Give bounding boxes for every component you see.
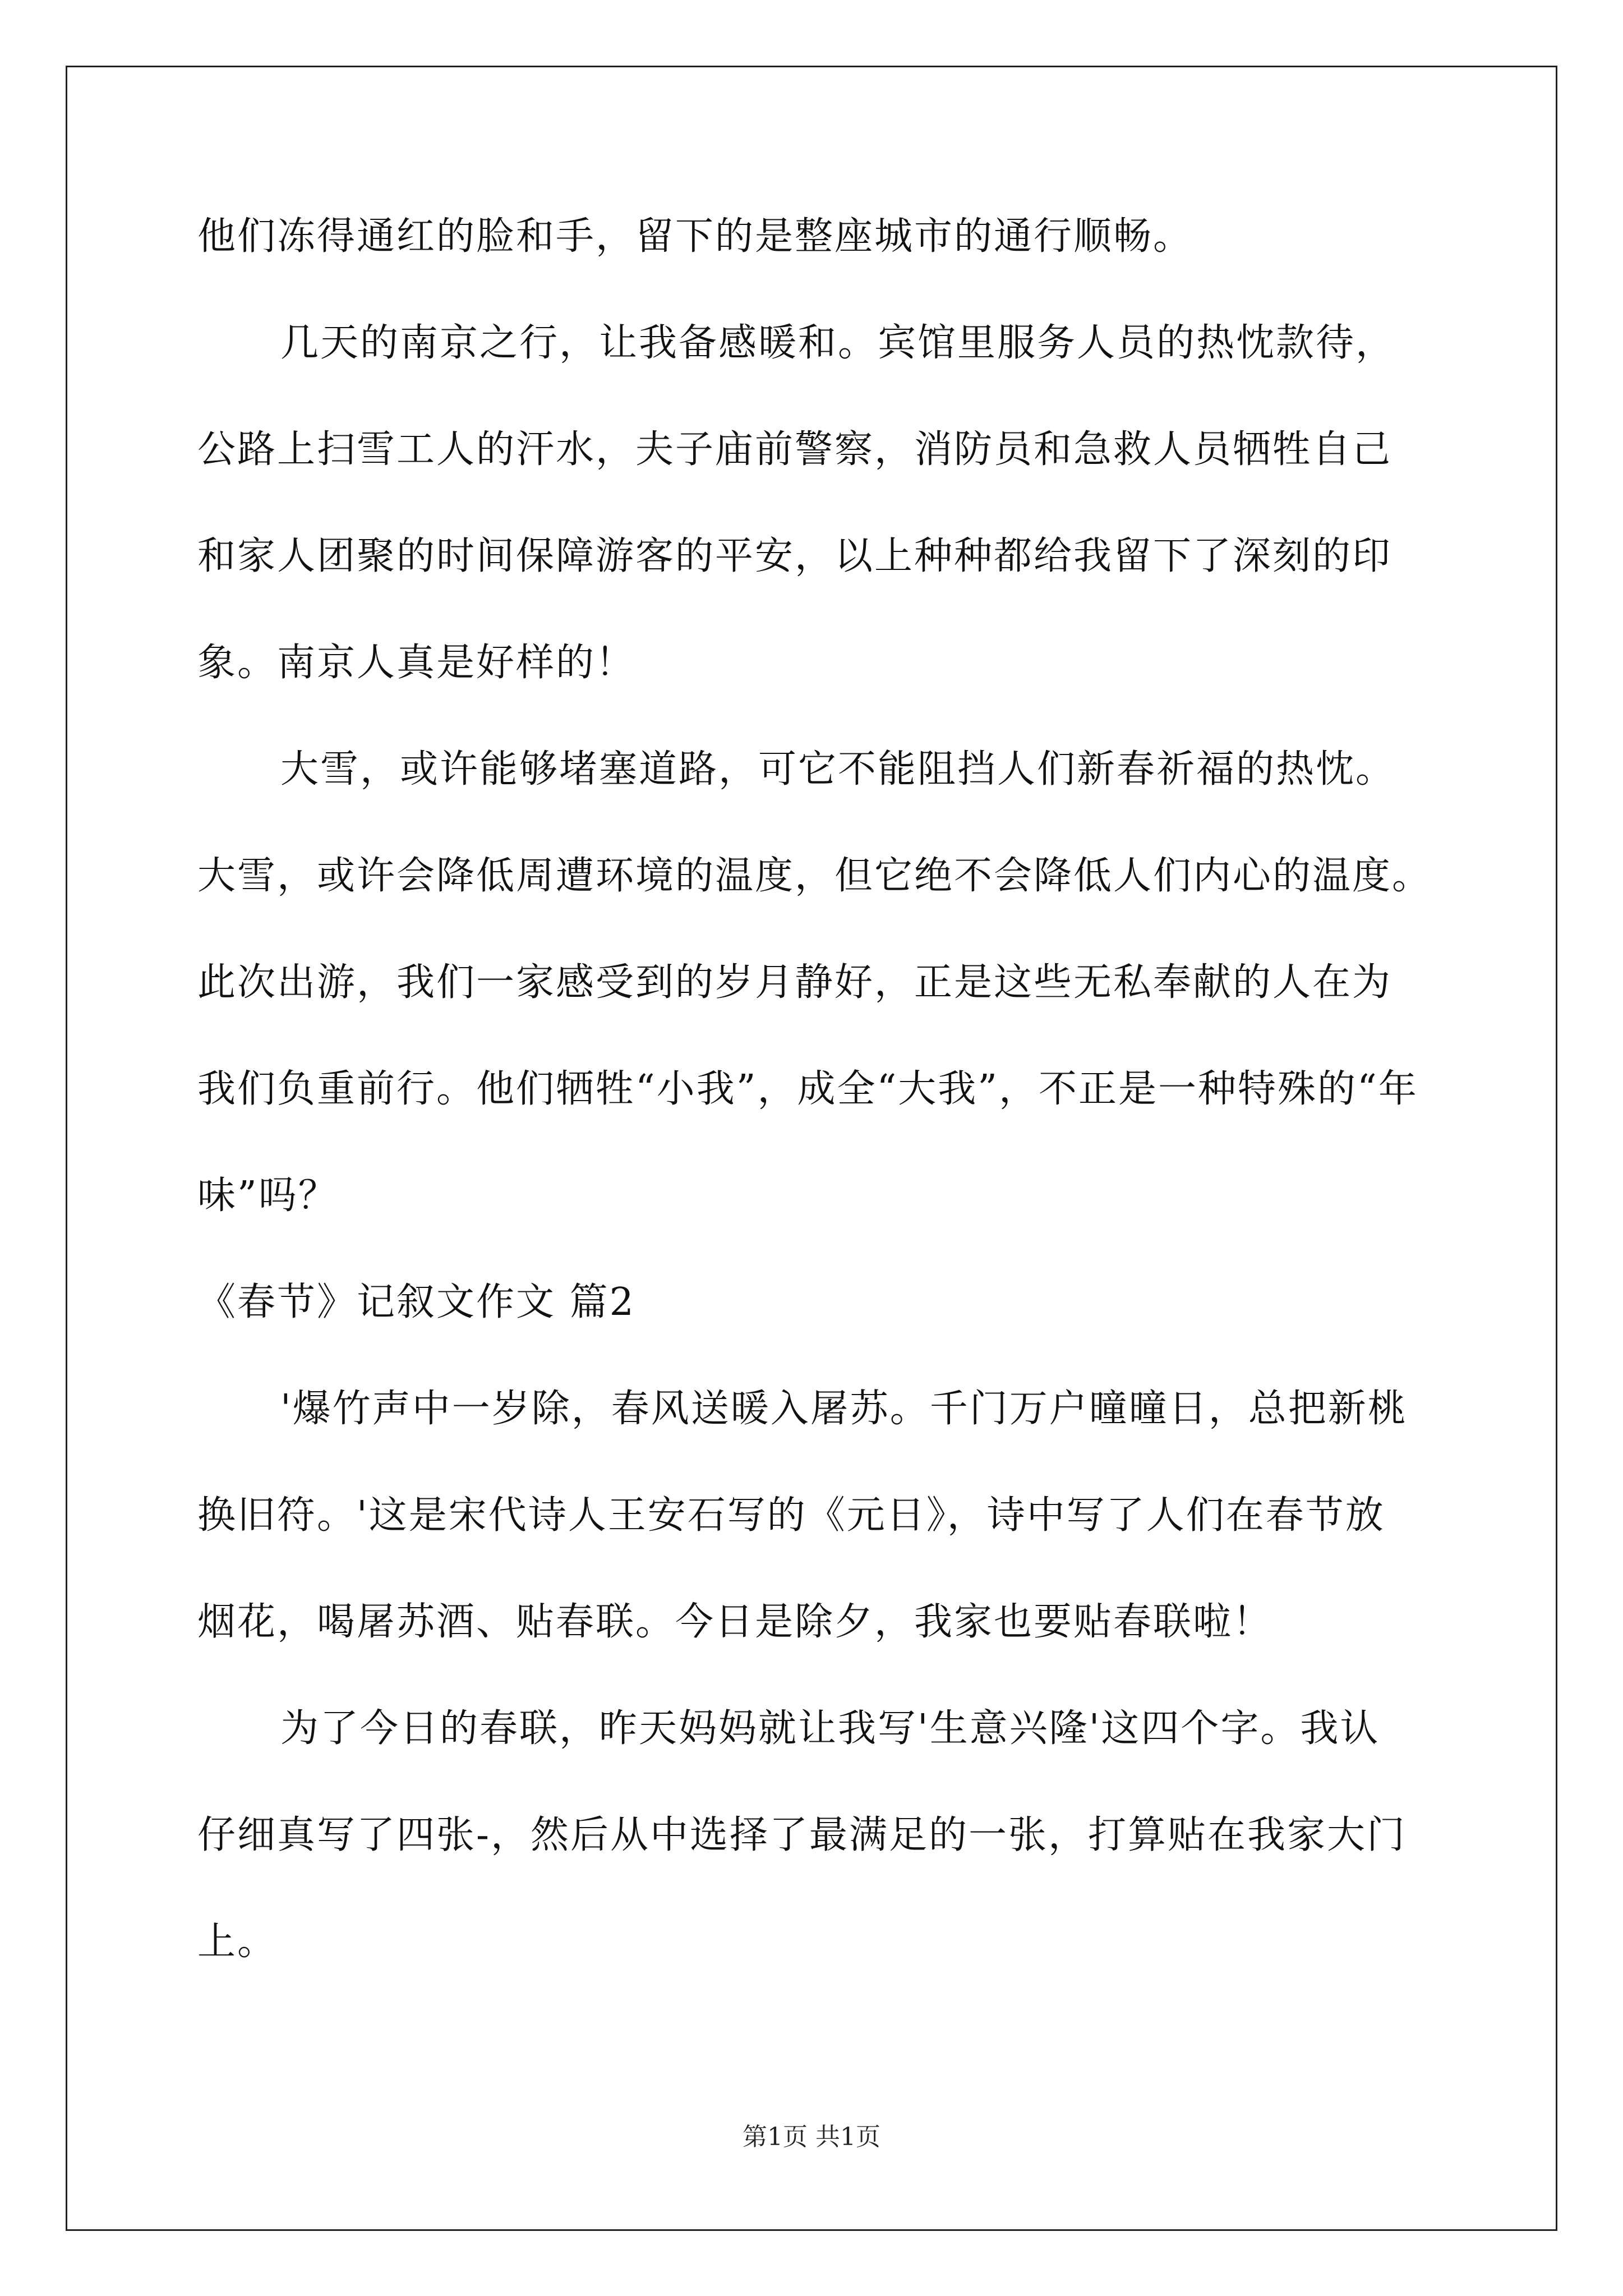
paragraph-line: 此次出游，我们一家感受到的岁月静好，正是这些无私奉献的人在为: [197, 960, 1393, 1005]
paragraph-line: 几天的南京之行，让我备感暖和。宾馆里服务人员的热忱款待，: [280, 321, 1396, 365]
section-heading: 《春节》记叙文作文 篇2: [197, 1280, 635, 1324]
paragraph-line: 公路上扫雪工人的汗水，夫子庙前警察，消防员和急救人员牺牲自己: [197, 427, 1393, 472]
paragraph-line: 烟花，喝屠苏酒、贴春联。今日是除夕，我家也要贴春联啦！: [197, 1600, 1273, 1644]
page-number-footer: 第1页 共1页: [743, 2123, 880, 2151]
paragraph-line: 我们负重前行。他们牺牲“小我”，成全“大我”，不正是一种特殊的“年: [197, 1067, 1418, 1111]
paragraph-line: 上。: [197, 1920, 278, 1964]
paragraph-line: 换旧符。'这是宋代诗人王安石写的《元日》，诗中写了人们在春节放: [197, 1493, 1385, 1538]
paragraph-line: 为了今日的春联，昨天妈妈就让我写'生意兴隆'这四个字。我认: [280, 1706, 1380, 1751]
paragraph-line: 大雪，或许能够堵塞道路，可它不能阻挡人们新春祈福的热忱。: [280, 747, 1396, 792]
paragraph-line: 和家人团聚的时间保障游客的平安，以上种种都给我留下了深刻的印: [197, 534, 1393, 578]
paragraph-line: 味”吗？: [197, 1174, 338, 1218]
paragraph-line: 他们冻得通红的脸和手，留下的是整座城市的通行顺畅。: [197, 214, 1193, 259]
paragraph-line: 象。南京人真是好样的！: [197, 641, 636, 685]
paragraph-line: 仔细真写了四张-，然后从中选择了最满足的一张，打算贴在我家大门: [197, 1813, 1407, 1857]
paragraph-line: 大雪，或许会降低周遭环境的温度，但它绝不会降低人们内心的温度。: [197, 854, 1432, 898]
page-border: [66, 66, 1557, 2231]
paragraph-line: '爆竹声中一岁除，春风送暖入屠苏。千门万户曈曈日，总把新桃: [280, 1387, 1408, 1431]
